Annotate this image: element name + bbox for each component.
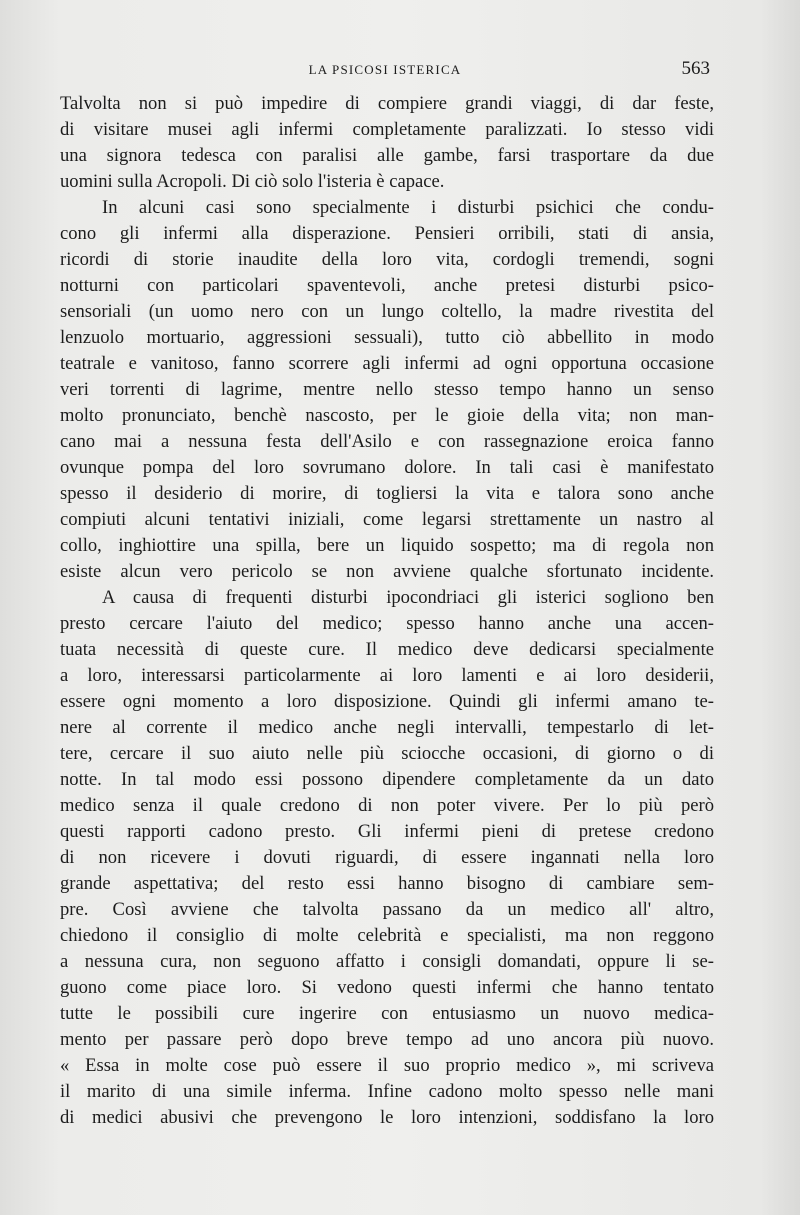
text-line: di visitare musei agli infermi completamente paralizzati. Io stesso vidi	[60, 119, 714, 140]
text-line: ovunque pompa del loro sovrumano dolore. In tali casi è manifestato	[60, 457, 714, 478]
text-line: tere, cercare il suo aiuto nelle più sciocche occasioni, di giorno o di	[60, 743, 714, 764]
text-line: spesso il desiderio di morire, di togliersi la vita e talora sono anche	[60, 483, 714, 504]
text-line: presto cercare l'aiuto del medico; spesso hanno anche una accen-	[60, 613, 714, 634]
text-line: a nessuna cura, non seguono affatto i consigli domandati, oppure li se-	[60, 951, 714, 972]
text-line: di medici abusivi che prevengono le loro intenzioni, soddisfano la loro	[60, 1107, 714, 1128]
text-line: Talvolta non si può impedire di compiere grandi viaggi, di dar feste,	[60, 93, 714, 114]
text-line: tuata necessità di queste cure. Il medico deve dedicarsi specialmente	[60, 639, 714, 660]
page-number: 563	[681, 58, 710, 79]
text-line: mento per passare però dopo breve tempo ad uno ancora più nuovo.	[60, 1029, 714, 1050]
running-title: LA PSICOSI ISTERICA	[308, 62, 462, 77]
text-line: pre. Così avviene che talvolta passano da un medico all' altro,	[60, 899, 714, 920]
running-header	[60, 58, 710, 82]
text-line: « Essa in molte cose può essere il suo proprio medico », mi scriveva	[60, 1055, 714, 1076]
text-line: di non ricevere i dovuti riguardi, di essere ingannati nella loro	[60, 847, 714, 868]
text-line: cano mai a nessuna festa dell'Asilo e con rassegnazione eroica fanno	[60, 431, 714, 452]
text-line: ricordi di storie inaudite della loro vita, cordogli tremendi, sogni	[60, 249, 714, 270]
body-text	[60, 91, 714, 1131]
text-line: notte. In tal modo essi possono dipendere completamente da un dato	[60, 769, 714, 790]
text-line: tutte le possibili cure ingerire con entusiasmo un nuovo medica-	[60, 1003, 714, 1024]
text-line: lenzuolo mortuario, aggressioni sessuali), tutto ciò abbellito in modo	[60, 327, 714, 348]
text-line: compiuti alcuni tentativi iniziali, come legarsi strettamente un nastro al	[60, 509, 714, 530]
text-line: a loro, interessarsi particolarmente ai loro lamenti e ai loro desiderii,	[60, 665, 714, 686]
text-line: cono gli infermi alla disperazione. Pensieri orribili, stati di ansia,	[60, 223, 714, 244]
text-line: nere al corrente il medico anche negli intervalli, tempestarlo di let-	[60, 717, 714, 738]
text-line: veri torrenti di lagrime, mentre nello stesso tempo hanno un senso	[60, 379, 714, 400]
text-line: il marito di una simile inferma. Infine cadono molto spesso nelle mani	[60, 1081, 714, 1102]
text-line: notturni con particolari spaventevoli, anche pretesi disturbi psico-	[60, 275, 714, 296]
text-line: una signora tedesca con paralisi alle gambe, farsi trasportare da due	[60, 145, 714, 166]
text-line: collo, inghiottire una spilla, bere un liquido sospetto; ma di regola non	[60, 535, 714, 556]
text-line: molto pronunciato, benchè nascosto, per le gioie della vita; non man-	[60, 405, 714, 426]
text-line: chiedono il consiglio di molte celebrità e specialisti, ma non reggono	[60, 925, 714, 946]
text-line: questi rapporti cadono presto. Gli infermi pieni di pretese credono	[60, 821, 714, 842]
text-line: medico senza il quale credono di non poter vivere. Per lo più però	[60, 795, 714, 816]
text-line: sensoriali (un uomo nero con un lungo coltello, la madre rivestita del	[60, 301, 714, 322]
paragraph-first-line: In alcuni casi sono specialmente i disturbi psichici che condu-	[102, 197, 714, 218]
text-line: uomini sulla Acropoli. Di ciò solo l'isteria è capace.	[60, 171, 445, 192]
text-line: essere ogni momento a loro disposizione. Quindi gli infermi amano te-	[60, 691, 714, 712]
text-line: guono come piace loro. Si vedono questi infermi che hanno tentato	[60, 977, 714, 998]
text-line: teatrale e vanitoso, fanno scorrere agli infermi ad ogni opportuna occasione	[60, 353, 714, 374]
text-line: grande aspettativa; del resto essi hanno bisogno di cambiare sem-	[60, 873, 714, 894]
paragraph-first-line: A causa di frequenti disturbi ipocondriaci gli isterici sogliono ben	[102, 587, 714, 608]
text-line: esiste alcun vero pericolo se non avviene qualche sfortunato incidente.	[60, 561, 714, 582]
